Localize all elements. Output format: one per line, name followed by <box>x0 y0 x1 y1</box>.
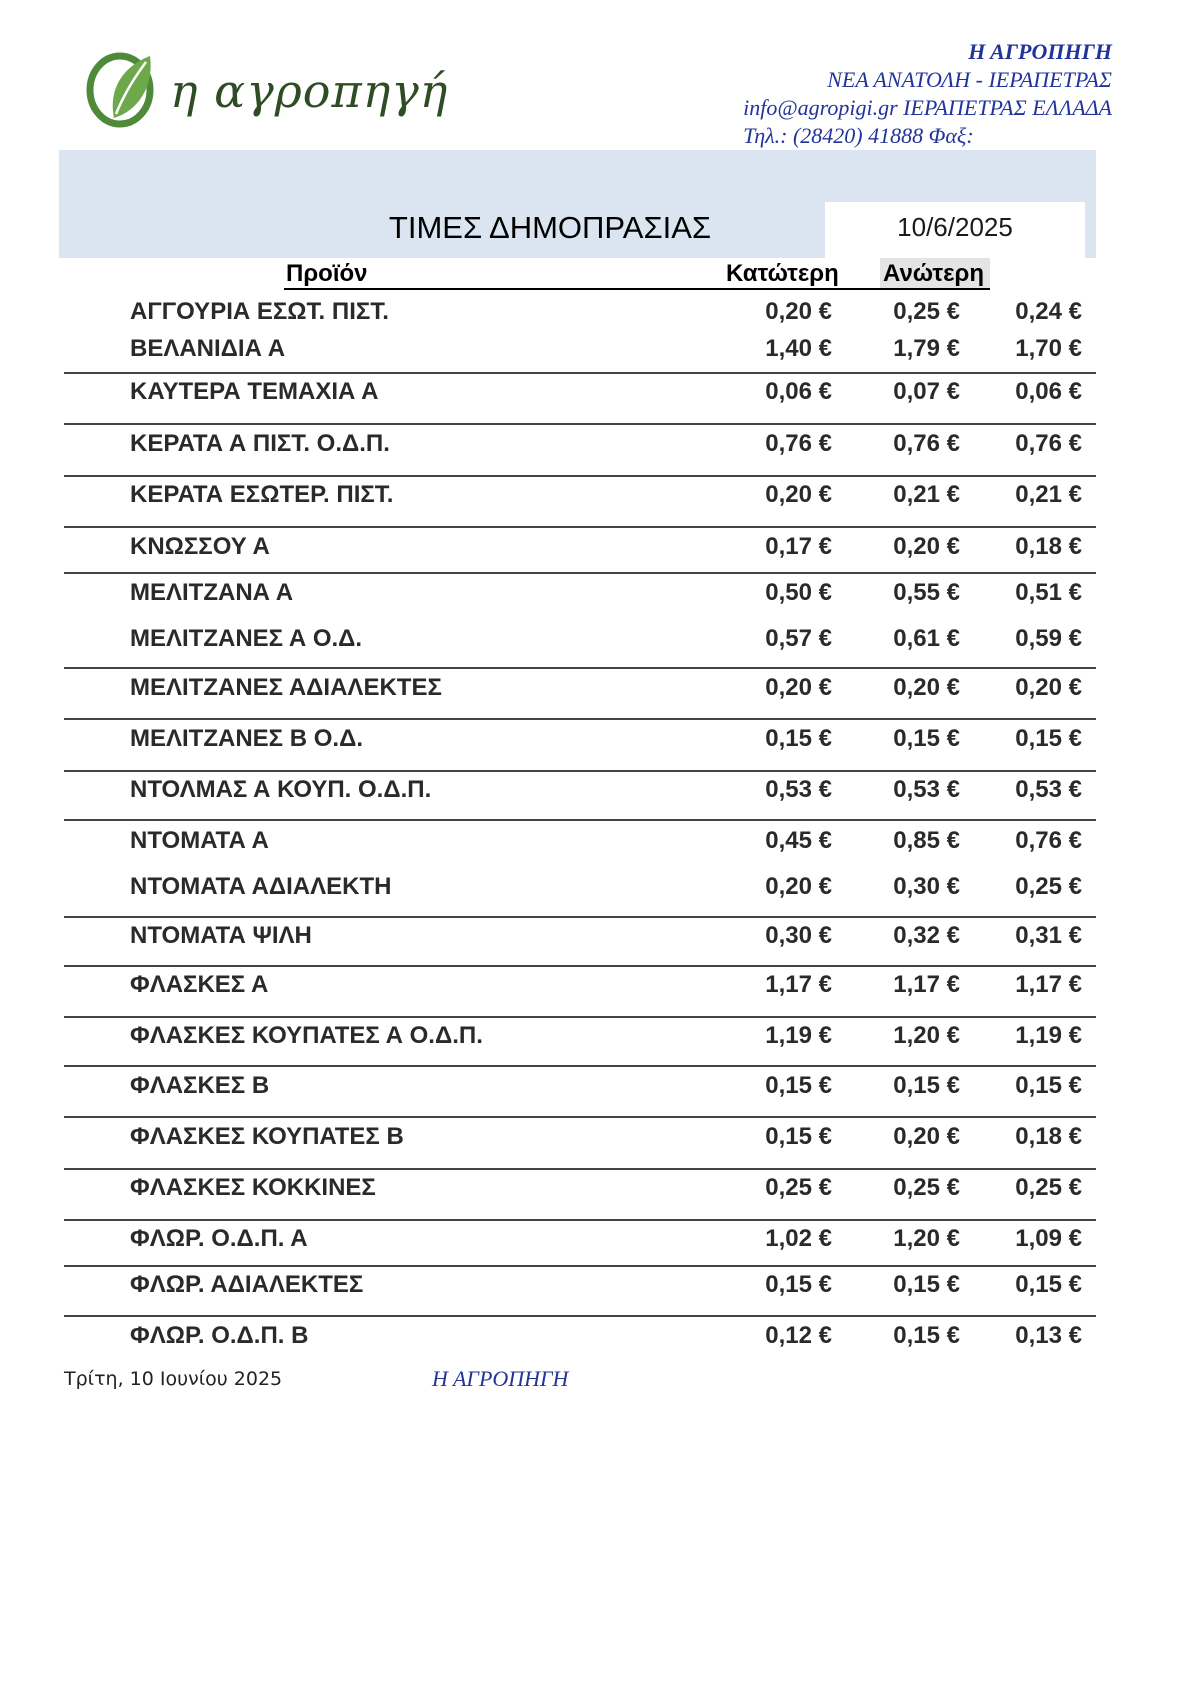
price-average: 0,06 € <box>1015 378 1082 405</box>
product-name: ΦΛΑΣΚΕΣ ΚΟΚΚΙΝΕΣ <box>130 1174 376 1201</box>
table-row <box>0 333 1200 365</box>
price-average: 0,15 € <box>1015 1271 1082 1298</box>
row-separator <box>64 475 1096 477</box>
table-row <box>0 920 1200 952</box>
product-name: ΦΛΑΣΚΕΣ ΚΟΥΠΑΤΕΣ Α Ο.Δ.Π. <box>130 1022 483 1049</box>
column-header-high: Ανώτερη <box>883 260 985 287</box>
price-high: 0,20 € <box>893 1123 960 1150</box>
price-average: 1,17 € <box>1015 971 1082 998</box>
product-name: ΚΕΡΑΤΑ Α ΠΙΣΤ. Ο.Δ.Π. <box>130 430 390 457</box>
company-phone: Τηλ.: (28420) 41888 Φαξ: <box>743 123 974 148</box>
price-low: 0,15 € <box>765 725 832 752</box>
price-high: 0,20 € <box>893 674 960 701</box>
product-name: ΦΛΑΣΚΕΣ Β <box>130 1072 270 1099</box>
company-info <box>743 38 1112 150</box>
price-low: 0,17 € <box>765 533 832 560</box>
row-separator <box>64 1168 1096 1170</box>
price-high: 1,17 € <box>893 971 960 998</box>
product-name: ΒΕΛΑΝΙΔΙΑ Α <box>130 335 286 362</box>
product-name: ΝΤΟΜΑΤΑ ΑΔΙΑΛΕΚΤΗ <box>130 873 392 900</box>
price-average: 1,70 € <box>1015 335 1082 362</box>
table-row <box>0 969 1200 1001</box>
price-high: 0,85 € <box>893 827 960 854</box>
table-row <box>0 428 1200 460</box>
price-low: 0,57 € <box>765 625 832 652</box>
price-low: 0,20 € <box>765 481 832 508</box>
product-name: ΚΑΥΤΕΡΑ ΤΕΜΑΧΙΑ Α <box>130 378 379 405</box>
price-average: 0,51 € <box>1015 579 1082 606</box>
price-average: 0,31 € <box>1015 922 1082 949</box>
price-low: 0,50 € <box>765 579 832 606</box>
auction-date: 10/6/2025 <box>897 212 1013 242</box>
table-row <box>0 479 1200 511</box>
row-separator <box>64 1219 1096 1221</box>
column-header-product: Προϊόν <box>286 260 368 287</box>
table-row <box>0 1172 1200 1204</box>
price-high: 1,20 € <box>893 1225 960 1252</box>
price-low: 0,06 € <box>765 378 832 405</box>
price-high: 0,15 € <box>893 1072 960 1099</box>
price-average: 0,59 € <box>1015 625 1082 652</box>
price-high: 0,20 € <box>893 533 960 560</box>
price-high: 0,53 € <box>893 776 960 803</box>
table-row <box>0 623 1200 655</box>
price-low: 0,25 € <box>765 1174 832 1201</box>
price-high: 1,79 € <box>893 335 960 362</box>
row-separator <box>64 718 1096 720</box>
table-row <box>0 1320 1200 1352</box>
price-high: 0,32 € <box>893 922 960 949</box>
logo-wordmark: η αγροπηγή <box>170 64 449 118</box>
product-name: ΚΕΡΑΤΑ ΕΣΩΤΕΡ. ΠΙΣΤ. <box>130 481 394 508</box>
price-average: 0,76 € <box>1015 430 1082 457</box>
price-low: 0,76 € <box>765 430 832 457</box>
price-high: 0,25 € <box>893 298 960 325</box>
company-name: Η ΑΓΡΟΠΗΓΗ <box>968 39 1112 64</box>
price-average: 0,15 € <box>1015 1072 1082 1099</box>
price-low: 0,15 € <box>765 1123 832 1150</box>
row-separator <box>64 572 1096 574</box>
row-separator <box>64 526 1096 528</box>
price-low: 1,40 € <box>765 335 832 362</box>
price-low: 1,02 € <box>765 1225 832 1252</box>
table-row <box>0 577 1200 609</box>
price-high: 0,76 € <box>893 430 960 457</box>
product-name: ΜΕΛΙΤΖΑΝΕΣ Α Ο.Δ. <box>130 625 363 652</box>
company-email: info@agropigi.gr ΙΕΡΑΠΕΤΡΑΣ ΕΛΛΑΔΑ <box>743 95 1112 120</box>
row-separator <box>64 667 1096 669</box>
product-name: ΑΓΓΟΥΡΙΑ ΕΣΩΤ. ΠΙΣΤ. <box>130 298 389 325</box>
price-high: 0,15 € <box>893 1271 960 1298</box>
price-low: 0,45 € <box>765 827 832 854</box>
table-row <box>0 1223 1200 1255</box>
price-low: 1,19 € <box>765 1022 832 1049</box>
row-separator <box>64 1315 1096 1317</box>
price-low: 0,53 € <box>765 776 832 803</box>
price-high: 0,21 € <box>893 481 960 508</box>
table-row <box>0 774 1200 806</box>
price-average: 0,53 € <box>1015 776 1082 803</box>
row-separator <box>64 1265 1096 1267</box>
price-high: 0,15 € <box>893 725 960 752</box>
row-separator <box>64 372 1096 374</box>
column-header-low: Κατώτερη <box>726 260 839 287</box>
leaf-logo-icon <box>84 48 164 128</box>
product-name: ΚΝΩΣΣΟΥ Α <box>130 533 270 560</box>
row-separator <box>64 916 1096 918</box>
price-average: 0,21 € <box>1015 481 1082 508</box>
price-average: 0,18 € <box>1015 533 1082 560</box>
product-name: ΦΛΩΡ. ΑΔΙΑΛΕΚΤΕΣ <box>130 1271 364 1298</box>
table-row <box>0 376 1200 408</box>
product-name: ΜΕΛΙΤΖΑΝΑ Α <box>130 579 294 606</box>
price-average: 0,13 € <box>1015 1322 1082 1349</box>
table-row <box>0 723 1200 755</box>
price-low: 0,15 € <box>765 1271 832 1298</box>
product-name: ΦΛΑΣΚΕΣ ΚΟΥΠΑΤΕΣ Β <box>130 1123 404 1150</box>
table-row <box>0 1070 1200 1102</box>
price-high: 1,20 € <box>893 1022 960 1049</box>
product-name: ΝΤΟΜΑΤΑ Α <box>130 827 269 854</box>
row-separator <box>64 423 1096 425</box>
column-header-underline <box>284 288 990 290</box>
row-separator <box>64 770 1096 772</box>
product-name: ΝΤΟΜΑΤΑ ΨΙΛΗ <box>130 922 312 949</box>
table-row <box>0 1269 1200 1301</box>
product-name: ΦΛΩΡ. Ο.Δ.Π. Α <box>130 1225 308 1252</box>
price-high: 0,55 € <box>893 579 960 606</box>
price-average: 0,25 € <box>1015 1174 1082 1201</box>
table-row <box>0 871 1200 903</box>
row-separator <box>64 819 1096 821</box>
price-average: 0,76 € <box>1015 827 1082 854</box>
price-average: 0,25 € <box>1015 873 1082 900</box>
price-high: 0,30 € <box>893 873 960 900</box>
table-row <box>0 1020 1200 1052</box>
table-row <box>0 296 1200 328</box>
price-low: 0,15 € <box>765 1072 832 1099</box>
row-separator <box>64 965 1096 967</box>
price-high: 0,07 € <box>893 378 960 405</box>
price-low: 0,12 € <box>765 1322 832 1349</box>
price-average: 1,19 € <box>1015 1022 1082 1049</box>
row-separator <box>64 1065 1096 1067</box>
price-average: 0,15 € <box>1015 725 1082 752</box>
table-row <box>0 672 1200 704</box>
price-low: 0,20 € <box>765 873 832 900</box>
row-separator <box>64 1116 1096 1118</box>
row-separator <box>64 1016 1096 1018</box>
company-location: ΝΕΑ ΑΝΑΤΟΛΗ - ΙΕΡΑΠΕΤΡΑΣ <box>827 67 1112 92</box>
page-title: ΤΙΜΕΣ ΔΗΜΟΠΡΑΣΙΑΣ <box>388 210 712 245</box>
table-row <box>0 825 1200 857</box>
price-average: 0,20 € <box>1015 674 1082 701</box>
price-average: 0,24 € <box>1015 298 1082 325</box>
table-row <box>0 1121 1200 1153</box>
table-row <box>0 531 1200 563</box>
price-low: 0,20 € <box>765 674 832 701</box>
price-average: 1,09 € <box>1015 1225 1082 1252</box>
product-name: ΦΛΩΡ. Ο.Δ.Π. Β <box>130 1322 309 1349</box>
company-logo <box>84 44 449 140</box>
price-low: 1,17 € <box>765 971 832 998</box>
product-name: ΦΛΑΣΚΕΣ Α <box>130 971 269 998</box>
price-high: 0,61 € <box>893 625 960 652</box>
footer-company: Η ΑΓΡΟΠΗΓΗ <box>432 1366 569 1391</box>
product-name: ΝΤΟΛΜΑΣ Α ΚΟΥΠ. Ο.Δ.Π. <box>130 776 432 803</box>
price-average: 0,18 € <box>1015 1123 1082 1150</box>
price-low: 0,20 € <box>765 298 832 325</box>
product-name: ΜΕΛΙΤΖΑΝΕΣ ΑΔΙΑΛΕΚΤΕΣ <box>130 674 442 701</box>
price-high: 0,15 € <box>893 1322 960 1349</box>
price-low: 0,30 € <box>765 922 832 949</box>
footer-date: Τρίτη, 10 Ιουνίου 2025 <box>64 1368 283 1390</box>
product-name: ΜΕΛΙΤΖΑΝΕΣ Β Ο.Δ. <box>130 725 363 752</box>
price-high: 0,25 € <box>893 1174 960 1201</box>
